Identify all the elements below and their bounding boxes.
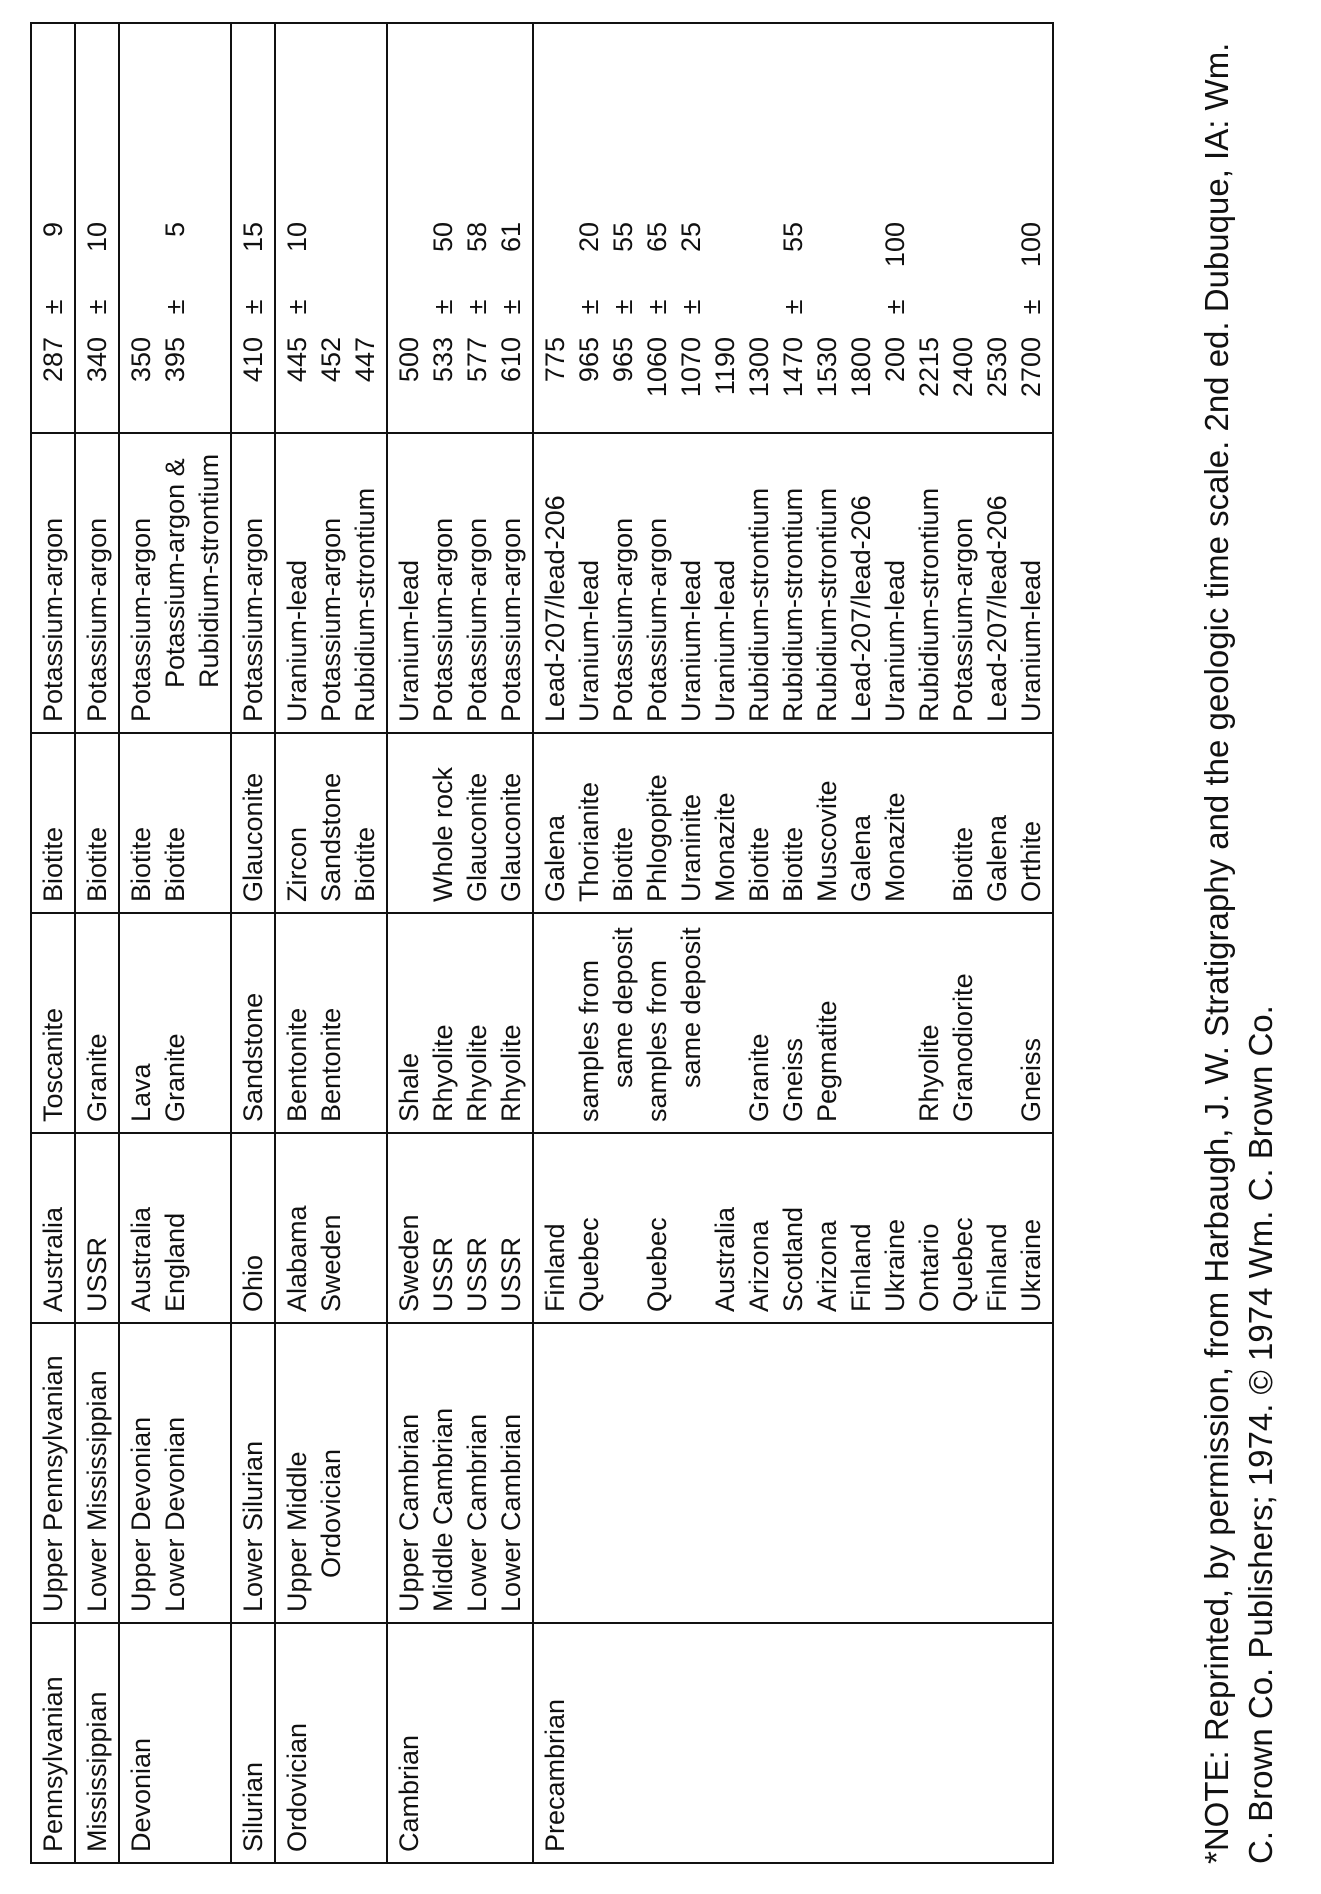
age-error: 10 [282, 222, 312, 253]
rock-line: Shale [394, 1052, 424, 1122]
method-cell [533, 433, 1053, 733]
epoch-cell [275, 1323, 387, 1623]
age-error: 15 [238, 222, 268, 253]
plus-minus-sign [912, 277, 946, 337]
period-cell [231, 1623, 275, 1863]
rock-line [878, 922, 912, 1122]
plus-minus-sign [314, 277, 348, 337]
locality-line: Quebec [574, 1217, 604, 1312]
age-error: 50 [428, 222, 458, 253]
epoch-line: Upper Middle [282, 1451, 312, 1612]
plus-minus-sign [708, 277, 742, 337]
rock-line: Granite [160, 1033, 190, 1122]
age-error [912, 222, 946, 277]
method-line: Uranium-lead [1016, 559, 1046, 722]
locality-line: USSR [496, 1236, 526, 1312]
age-line [946, 32, 980, 422]
method-cell [231, 433, 275, 733]
rock-line [708, 922, 742, 1122]
plus-minus-sign: ± [778, 299, 808, 315]
age-value: 200 [880, 337, 910, 383]
plus-minus-sign [844, 277, 878, 337]
rock-line: same deposit [608, 927, 638, 1088]
geologic-age-table [30, 22, 1054, 1864]
locality-cell [533, 1133, 1053, 1323]
age-error: 9 [38, 222, 68, 238]
age-line [844, 32, 878, 422]
method-line: Potassium-argon & [160, 458, 190, 688]
age-error: 5 [160, 222, 190, 238]
locality-line: Australia [126, 1206, 156, 1312]
epoch-line: Lower Mississippian [82, 1370, 112, 1612]
age-error [844, 222, 878, 277]
mineral-line: Biotite [160, 826, 190, 902]
locality-line [606, 1142, 640, 1312]
locality-line: Scotland [778, 1206, 808, 1312]
rock-line: Granite [82, 1033, 112, 1122]
age-line [810, 32, 844, 422]
period-label: Cambrian [394, 1734, 424, 1852]
table-row-silurian [231, 23, 275, 1863]
age-line [572, 32, 606, 422]
period-cell [387, 1623, 533, 1863]
plus-minus-sign [946, 277, 980, 337]
plus-minus-sign: ± [462, 299, 492, 315]
period-label: Devonian [126, 1737, 156, 1852]
age-line [640, 32, 674, 422]
method-cell [119, 433, 231, 733]
plus-minus-sign [810, 277, 844, 337]
method-line: Uranium-lead [574, 559, 604, 722]
rock-line: Granite [744, 1033, 774, 1122]
mineral-line: Phlogopite [642, 774, 672, 902]
age-line [742, 32, 776, 422]
mineral-cell [75, 733, 119, 913]
epoch-cell [231, 1323, 275, 1623]
period-cell [275, 1623, 387, 1863]
method-line: Lead-207/lead-206 [982, 495, 1012, 722]
epoch-line: Lower Cambrian [462, 1413, 492, 1612]
mineral-line: Biotite [350, 826, 380, 902]
age-error [810, 222, 844, 277]
locality-line: England [160, 1212, 190, 1312]
mineral-line: Biotite [778, 826, 808, 902]
epoch-cell [119, 1323, 231, 1623]
locality-line: Australia [38, 1206, 68, 1312]
rock-cell [119, 913, 231, 1133]
locality-line: Sweden [394, 1214, 424, 1312]
method-line: Rubidium-strontium [914, 487, 944, 722]
age-value: 1300 [744, 337, 774, 398]
method-line: Uranium-lead [676, 559, 706, 722]
mineral-line: Whole rock [428, 766, 458, 902]
epoch-line: Middle Cambrian [428, 1407, 458, 1612]
age-value: 577 [462, 337, 492, 383]
epoch-line: Upper Pennsylvanian [38, 1355, 68, 1612]
mineral-line: Monazite [880, 792, 910, 902]
mineral-line: Uraninite [676, 793, 706, 902]
epoch-cell [31, 1323, 75, 1623]
method-line: Potassium-argon [126, 517, 156, 722]
method-line: Potassium-argon [316, 517, 346, 722]
age-line [314, 32, 348, 422]
age-line [538, 32, 572, 422]
locality-line: Arizona [744, 1220, 774, 1312]
age-value: 452 [316, 337, 346, 383]
method-line: Rubidium-strontium [812, 487, 842, 722]
plus-minus-sign [980, 277, 1014, 337]
age-cell [75, 23, 119, 433]
table-row-precambrian [533, 23, 1053, 1863]
age-value: 775 [540, 337, 570, 383]
age-value: 340 [82, 337, 112, 383]
mineral-line: Glauconite [238, 772, 268, 902]
mineral-line: Thorianite [574, 781, 604, 902]
period-label: Silurian [238, 1761, 268, 1852]
period-label: Mississippian [82, 1691, 112, 1852]
mineral-cell [387, 733, 533, 913]
age-value: 2530 [982, 337, 1012, 398]
mineral-line: Zircon [282, 826, 312, 902]
age-cell [387, 23, 533, 433]
age-cell [31, 23, 75, 433]
locality-cell [119, 1133, 231, 1323]
rock-line: Gneiss [1016, 1037, 1046, 1122]
rock-line: Bentonite [316, 1007, 346, 1122]
locality-line: Ontario [914, 1223, 944, 1312]
age-line [280, 32, 314, 422]
period-cell [533, 1623, 1053, 1863]
age-error: 58 [462, 222, 492, 253]
mineral-line: Monazite [710, 792, 740, 902]
age-value: 410 [238, 337, 268, 383]
period-label: Ordovician [282, 1722, 312, 1852]
method-line: Potassium-argon [462, 517, 492, 722]
rock-line: Rhyolite [428, 1024, 458, 1122]
rock-line: Granodiorite [948, 973, 978, 1122]
locality-cell [387, 1133, 533, 1323]
method-line: Rubidium-strontium [778, 487, 808, 722]
table-row-devonian [119, 23, 231, 1863]
age-value: 610 [496, 337, 526, 383]
method-line: Potassium-argon [642, 517, 672, 722]
mineral-line: Galena [846, 814, 876, 902]
rock-line: Rhyolite [462, 1024, 492, 1122]
age-value: 1470 [778, 337, 808, 398]
locality-line: Quebec [948, 1217, 978, 1312]
age-error: 10 [82, 222, 112, 253]
mineral-cell [231, 733, 275, 913]
mineral-line: Biotite [608, 826, 638, 902]
age-value: 965 [608, 337, 638, 383]
age-line [494, 32, 528, 422]
age-error: 61 [496, 222, 526, 253]
rock-cell [231, 913, 275, 1133]
method-cell [275, 433, 387, 733]
age-value: 1190 [710, 337, 740, 396]
period-cell [119, 1623, 231, 1863]
locality-line: Sweden [316, 1214, 346, 1312]
method-line: Uranium-lead [880, 559, 910, 722]
age-error: 100 [1016, 222, 1046, 268]
age-value: 395 [160, 337, 190, 383]
rock-cell [75, 913, 119, 1133]
locality-cell [231, 1133, 275, 1323]
method-line: Lead-207/lead-206 [540, 495, 570, 722]
age-error: 55 [608, 222, 638, 253]
age-cell [119, 23, 231, 433]
mineral-line [912, 742, 946, 902]
locality-line: USSR [428, 1236, 458, 1312]
table-row-cambrian [387, 23, 533, 1863]
age-cell [231, 23, 275, 433]
age-value: 2400 [948, 337, 978, 398]
age-error: 65 [642, 222, 672, 253]
rock-line: Lava [126, 1063, 156, 1122]
locality-line: Finland [846, 1223, 876, 1312]
rock-line: Toscanite [38, 1007, 68, 1122]
locality-line: Ukraine [1016, 1218, 1046, 1312]
age-value: 2215 [914, 337, 944, 398]
method-cell [75, 433, 119, 733]
plus-minus-sign: ± [1016, 299, 1046, 315]
age-error: 20 [574, 222, 604, 253]
age-error [742, 222, 776, 277]
age-line [80, 32, 114, 422]
locality-line: Quebec [642, 1217, 672, 1312]
method-line: Uranium-lead [282, 559, 312, 722]
plus-minus-sign: ± [238, 299, 268, 315]
locality-line: Ukraine [880, 1218, 910, 1312]
method-line: Potassium-argon [948, 517, 978, 722]
locality-line: Australia [710, 1206, 740, 1312]
age-error [538, 222, 572, 277]
mineral-line: Galena [982, 814, 1012, 902]
rock-cell [533, 913, 1053, 1133]
rock-line: Bentonite [282, 1007, 312, 1122]
mineral-cell [31, 733, 75, 913]
locality-line: Alabama [282, 1205, 312, 1312]
plus-minus-sign: ± [676, 299, 706, 315]
age-error [124, 222, 158, 277]
mineral-line: Sandstone [316, 772, 346, 902]
age-cell [275, 23, 387, 433]
plus-minus-sign: ± [880, 299, 910, 315]
rock-line: same deposit [676, 927, 706, 1088]
age-value: 500 [394, 337, 424, 383]
method-line: Uranium-lead [710, 559, 740, 722]
table-row-ordovician [275, 23, 387, 1863]
period-cell [75, 1623, 119, 1863]
age-value: 965 [574, 337, 604, 383]
epoch-line: Ordovician [316, 1448, 346, 1578]
epoch-line: Lower Devonian [160, 1416, 190, 1612]
mineral-line: Muscovite [812, 780, 842, 902]
mineral-line: Orthite [1016, 820, 1046, 902]
locality-line: Arizona [812, 1220, 842, 1312]
source-note: *NOTE: Reprinted, by permission, from Harbaugh, J. W. Stratigraphy and the geologic time scale. 2nd ed. Dubuque, IA: Wm. C. Brown Co. Publishers; 1974. © 1974 Wm. C. Brown Co. [1198, 42, 1279, 1864]
age-error: 100 [880, 222, 910, 268]
age-value: 350 [126, 337, 156, 383]
mineral-line: Biotite [744, 826, 774, 902]
method-line: Potassium-argon [38, 517, 68, 722]
rock-line: Sandstone [238, 992, 268, 1122]
age-line [606, 32, 640, 422]
plus-minus-sign: ± [642, 299, 672, 315]
method-line: Uranium-lead [394, 559, 424, 722]
locality-line: USSR [462, 1236, 492, 1312]
age-line [674, 32, 708, 422]
plus-minus-sign: ± [38, 299, 68, 315]
age-value: 2700 [1016, 337, 1046, 398]
mineral-line: Galena [540, 814, 570, 902]
method-line: Rubidium-strontium [744, 487, 774, 722]
locality-line: Ohio [238, 1254, 268, 1312]
age-line [348, 32, 382, 422]
rock-line: Rhyolite [496, 1024, 526, 1122]
plus-minus-sign: ± [496, 299, 526, 315]
epoch-cell [533, 1323, 1053, 1623]
period-label: Precambrian [540, 1698, 570, 1852]
rock-line: Gneiss [778, 1037, 808, 1122]
rock-line: samples from [642, 959, 672, 1122]
locality-line [674, 1142, 708, 1312]
plus-minus-sign: ± [160, 299, 190, 315]
age-error [348, 222, 382, 277]
epoch-line: Upper Cambrian [394, 1413, 424, 1612]
mineral-line: Biotite [38, 826, 68, 902]
plus-minus-sign [538, 277, 572, 337]
table-body [31, 23, 1053, 1863]
table-row-mississippian [75, 23, 119, 1863]
method-line: Potassium-argon [82, 517, 112, 722]
rock-line: samples from [574, 959, 604, 1122]
method-cell [387, 433, 533, 733]
plus-minus-sign: ± [428, 299, 458, 315]
period-label: Pennsylvanian [38, 1676, 68, 1852]
mineral-line: Biotite [948, 826, 978, 902]
plus-minus-sign: ± [82, 299, 112, 315]
plus-minus-sign [124, 277, 158, 337]
age-line [236, 32, 270, 422]
age-value: 533 [428, 337, 458, 383]
plus-minus-sign: ± [282, 299, 312, 315]
method-line: Rubidium-strontium [194, 453, 224, 688]
method-cell [31, 433, 75, 733]
age-error: 25 [676, 222, 706, 253]
plus-minus-sign [742, 277, 776, 337]
locality-line: Finland [982, 1223, 1012, 1312]
age-line [158, 32, 192, 422]
age-value: 1530 [812, 337, 842, 398]
epoch-cell [387, 1323, 533, 1623]
age-line [392, 32, 426, 422]
plus-minus-sign: ± [574, 299, 604, 315]
locality-cell [31, 1133, 75, 1323]
locality-cell [275, 1133, 387, 1323]
age-line [460, 32, 494, 422]
method-line: Potassium-argon [496, 517, 526, 722]
age-error: 55 [778, 222, 808, 253]
epoch-line: Lower Cambrian [496, 1413, 526, 1612]
rock-line [538, 922, 572, 1122]
age-error [980, 222, 1014, 277]
locality-line: Finland [540, 1223, 570, 1312]
mineral-line [392, 742, 426, 902]
rock-line: Pegmatite [812, 1000, 842, 1122]
mineral-line: Biotite [126, 826, 156, 902]
age-line [708, 32, 742, 422]
mineral-cell [533, 733, 1053, 913]
mineral-line: Glauconite [496, 772, 526, 902]
epoch-cell [75, 1323, 119, 1623]
mineral-cell [275, 733, 387, 913]
age-value: 1060 [642, 337, 672, 398]
mineral-line: Glauconite [462, 772, 492, 902]
age-value: 287 [38, 337, 68, 383]
rock-cell [31, 913, 75, 1133]
epoch-line: Lower Silurian [238, 1440, 268, 1612]
age-line [878, 32, 912, 422]
locality-cell [75, 1133, 119, 1323]
period-cell [31, 1623, 75, 1863]
plus-minus-sign [392, 277, 426, 337]
method-line: Lead-207/lead-206 [846, 495, 876, 722]
mineral-line: Biotite [82, 826, 112, 902]
age-line [776, 32, 810, 422]
rock-line: Rhyolite [914, 1024, 944, 1122]
age-value: 1070 [676, 337, 706, 398]
method-line: Potassium-argon [428, 517, 458, 722]
table-row-pennsylvanian [31, 23, 75, 1863]
method-line: Potassium-argon [608, 517, 638, 722]
rock-line [844, 922, 878, 1122]
plus-minus-sign: ± [608, 299, 638, 315]
age-line [980, 32, 1014, 422]
age-line [124, 32, 158, 422]
age-error [946, 222, 980, 277]
mineral-cell [119, 733, 231, 913]
plus-minus-sign [348, 277, 382, 337]
rock-line [980, 922, 1014, 1122]
epoch-line: Upper Devonian [126, 1416, 156, 1612]
rock-cell [275, 913, 387, 1133]
age-error [392, 222, 426, 277]
age-line [426, 32, 460, 422]
age-cell [533, 23, 1053, 433]
age-line [36, 32, 70, 422]
age-line [1014, 32, 1048, 422]
age-error [314, 222, 348, 277]
method-line: Rubidium-strontium [350, 487, 380, 722]
age-value: 1800 [846, 337, 876, 398]
method-line: Potassium-argon [238, 517, 268, 722]
age-error [708, 222, 742, 277]
age-line [912, 32, 946, 422]
rock-cell [387, 913, 533, 1133]
age-value: 447 [350, 337, 380, 383]
locality-line: USSR [82, 1236, 112, 1312]
age-value: 445 [282, 337, 312, 383]
